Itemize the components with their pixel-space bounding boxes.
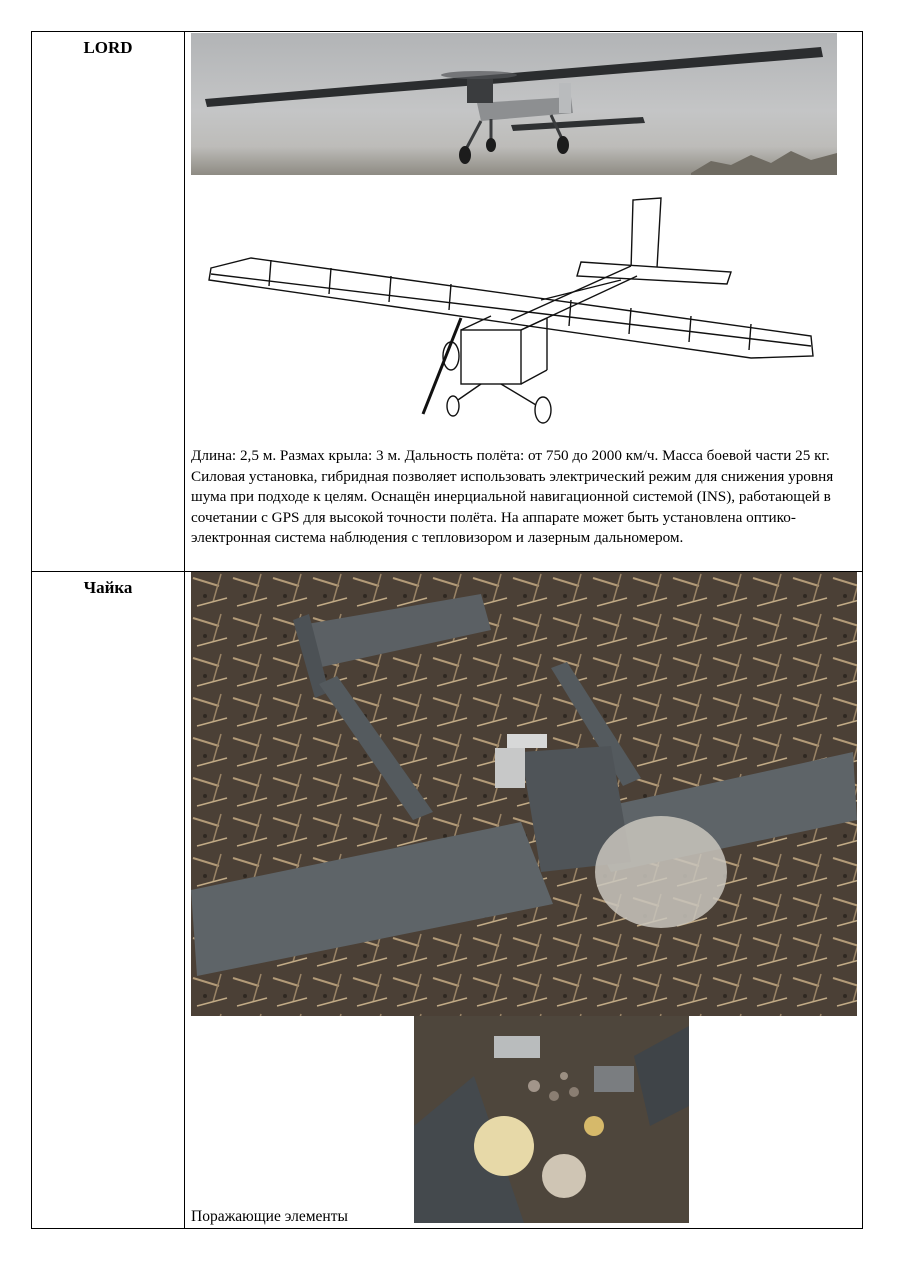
column-divider <box>184 572 185 1228</box>
lord-description: Длина: 2,5 м. Размах крыла: 3 м. Дальность полёта: от 750 до 2000 км/ч. Масса боевой части 25 кг. Силовая установка, гибридная позволяет использовать электрический режим для снижения уровня шума при подходе к целям. Оснащён инерциальной навигационной системой (INS), работающей в сочетании с GPS для высокой точности полёта. На аппарате может быть установлена оптико-электронная система наблюдения с тепловизором и лазерным дальномером. <box>191 447 834 546</box>
table-row-chaika <box>32 572 862 1228</box>
fragments-caption: Поражающие элементы <box>191 1208 348 1225</box>
column-divider <box>184 32 185 571</box>
drone-name-lord: LORD <box>83 38 133 57</box>
document-table <box>31 31 863 1229</box>
chaika-wreck-photo <box>191 572 857 1016</box>
lord-line-drawing <box>191 190 831 430</box>
table-row-lord <box>32 32 862 572</box>
chaika-fragments-photo <box>414 1016 689 1223</box>
lord-flight-photo <box>191 33 837 175</box>
drone-name-chaika: Чайка <box>83 578 133 597</box>
